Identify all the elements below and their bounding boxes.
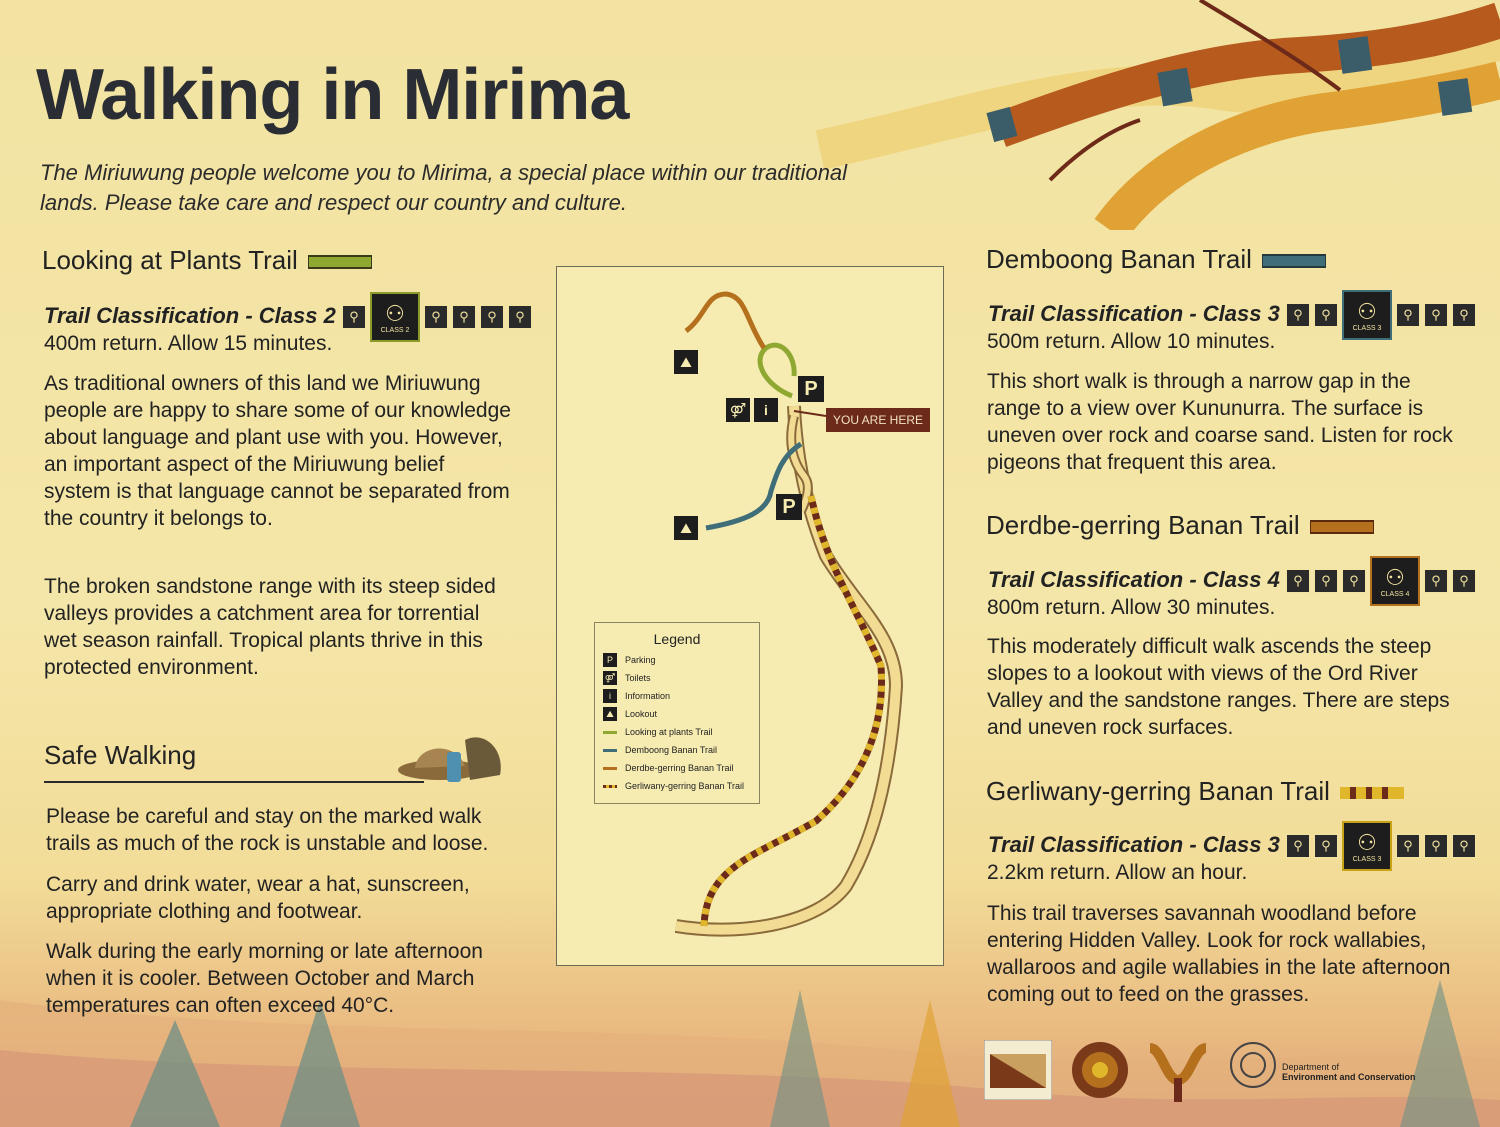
parking-icon: P [798, 376, 824, 402]
derdbe-trail-heading [986, 510, 1374, 541]
map-legend [594, 622, 760, 804]
class1-walker-icon: ⚲ [1286, 569, 1310, 593]
information-icon: i [754, 398, 778, 422]
safe-walking-paragraph-3: Walk during the early morning or late afternoon when it is cooler. Between October and March temperatures can often exceed 40°C. [46, 940, 483, 1017]
derdbe-class-icons [1286, 556, 1476, 606]
demboong-distance: 500m return. Allow 10 minutes. [987, 330, 1276, 353]
class4-walker-icon: ⚲ [1396, 834, 1420, 858]
derdbe-trail-swatch [1310, 518, 1374, 536]
derdbe-trail-path [686, 294, 764, 348]
legend-information: i Information [603, 689, 670, 703]
derdbe-trail-title: Derdbe-gerring Banan Trail [986, 510, 1300, 540]
class1-walker-icon: ⚲ [1286, 303, 1310, 327]
class5-walker-icon: ⚲ [1424, 569, 1448, 593]
class5-walker-icon: ⚲ [480, 305, 504, 329]
class1-walker-icon: ⚲ [1286, 834, 1310, 858]
gerliwany-classification: Trail Classification - Class 3 [988, 832, 1280, 857]
class6-walker-icon: ⚲ [1452, 303, 1476, 327]
toilets-icon: ⚤ [726, 398, 750, 422]
class4-walker-icon: ⚲ [452, 305, 476, 329]
class3-walker-icon: ⚲ [424, 305, 448, 329]
legend-plants-trail: Looking at plants Trail [603, 727, 713, 737]
plants-paragraph-1: As traditional owners of this land we Miriuwung people are happy to share some of our knowledge about language and plant use with you. However, an important aspect of the Miriuwung belief system is that language cannot be separated from the country it belongs to. [44, 372, 511, 530]
plants-trail-title: Looking at Plants Trail [42, 245, 298, 275]
trail-map-paths [556, 266, 944, 966]
intro-text: The Miriuwung people welcome you to Mirima, a special place within our traditional lands. Please take care and respect our country and culture. [40, 160, 848, 215]
parking-icon: P [603, 653, 617, 667]
legend-toilets: ⚤ Toilets [604, 672, 651, 683]
plants-class-icons [342, 292, 532, 342]
gerliwany-trail-heading [986, 776, 1404, 807]
language-centre-logo [984, 1040, 1052, 1100]
plants-trail-path [760, 345, 794, 396]
information-icon: i [603, 689, 617, 703]
class5-walker-icon: ⚲ [1424, 303, 1448, 327]
gerliwany-class-icons [1286, 821, 1476, 871]
page-title: Walking in Mirima [36, 55, 629, 135]
legend-title: Legend [653, 631, 701, 647]
safe-walking-paragraph-2: Carry and drink water, wear a hat, sunscreen, appropriate clothing and footwear. [46, 873, 470, 923]
miriuwung-organisation-logo [1146, 1040, 1210, 1104]
plants-classification: Trail Classification - Class 2 [44, 303, 336, 328]
legend-lookout: ⛰ Lookout [603, 707, 657, 721]
lookout-icon: ⛰ [603, 707, 617, 721]
demboong-trail-title: Demboong Banan Trail [986, 244, 1252, 274]
lookout-icon: ⛰ [674, 350, 698, 374]
class5-walker-icon: ⚲ [1424, 834, 1448, 858]
demboong-classification: Trail Classification - Class 3 [988, 301, 1280, 326]
class6-walker-icon: ⚲ [508, 305, 532, 329]
gerliwany-distance: 2.2km return. Allow an hour. [987, 861, 1248, 884]
hat-and-water-illustration [395, 720, 515, 790]
legend-parking: P Parking [603, 653, 656, 667]
demboong-trail-heading [986, 244, 1326, 275]
wa-government-crest-icon [1228, 1040, 1278, 1090]
decorative-banner-art [780, 0, 1500, 230]
circle-dots-logo [1070, 1040, 1130, 1100]
gerliwany-trail-swatch [1340, 784, 1404, 802]
class2-walker-icon: ⚇ CLASS 2 [370, 292, 420, 342]
class3-walker-icon: ⚇ CLASS 3 [1342, 290, 1392, 340]
safe-walking-underline [44, 781, 424, 783]
class2-walker-icon: ⚲ [1314, 569, 1338, 593]
toilets-icon: ⚤ [603, 671, 617, 685]
plants-trail-swatch [308, 253, 372, 271]
plants-trail-heading [42, 245, 372, 276]
class4-walker-icon: ⚇ CLASS 4 [1370, 556, 1420, 606]
parking-icon: P [776, 494, 802, 520]
class6-walker-icon: ⚲ [1452, 569, 1476, 593]
legend-demboong-trail: Demboong Banan Trail [603, 745, 717, 755]
class3-walker-icon: ⚲ [1342, 569, 1366, 593]
derdbe-classification: Trail Classification - Class 4 [988, 567, 1280, 592]
class2-walker-icon: ⚲ [1314, 303, 1338, 327]
class6-walker-icon: ⚲ [1452, 834, 1476, 858]
you-are-here-marker: YOU ARE HERE [826, 408, 930, 432]
class4-walker-icon: ⚲ [1396, 303, 1420, 327]
legend-gerliwany-trail: Gerliwany-gerring Banan Trail [603, 781, 744, 791]
legend-derdbe-trail: Derdbe-gerring Banan Trail [603, 763, 734, 773]
lookout-icon: ⛰ [674, 516, 698, 540]
department-name: Department of Environment and Conservation [1282, 1062, 1416, 1082]
plants-paragraph-2: The broken sandstone range with its steep sided valleys provides a catchment area for torrential wet season rainfall. Tropical plants thrive in this protected environment. [44, 575, 496, 679]
gerliwany-paragraph: This trail traverses savannah woodland before entering Hidden Valley. Look for rock wallabies, wallaroos and agile wallabies in the late afternoon coming out to feed on the grasses. [987, 902, 1451, 1006]
gerliwany-trail-title: Gerliwany-gerring Banan Trail [986, 776, 1330, 806]
class1-walker-icon: ⚲ [342, 305, 366, 329]
class3-walker-icon: ⚇ CLASS 3 [1342, 821, 1392, 871]
demboong-class-icons [1286, 290, 1476, 340]
safe-walking-heading: Safe Walking [44, 740, 197, 770]
plants-distance: 400m return. Allow 15 minutes. [44, 332, 333, 355]
demboong-trail-swatch [1262, 252, 1326, 270]
derdbe-paragraph: This moderately difficult walk ascends the steep slopes to a lookout with views of the Ord River Valley and the sandstone ranges. There are steps and uneven rock surfaces. [987, 635, 1450, 739]
class2-walker-icon: ⚲ [1314, 834, 1338, 858]
demboong-paragraph: This short walk is through a narrow gap in the range to a view over Kununurra. The surface is uneven over rock and coarse sand. Listen for rock pigeons that frequent this area. [987, 370, 1453, 474]
derdbe-distance: 800m return. Allow 30 minutes. [987, 596, 1276, 619]
safe-walking-paragraph-1: Please be careful and stay on the marked walk trails as much of the rock is unstable and loose. [46, 805, 489, 855]
